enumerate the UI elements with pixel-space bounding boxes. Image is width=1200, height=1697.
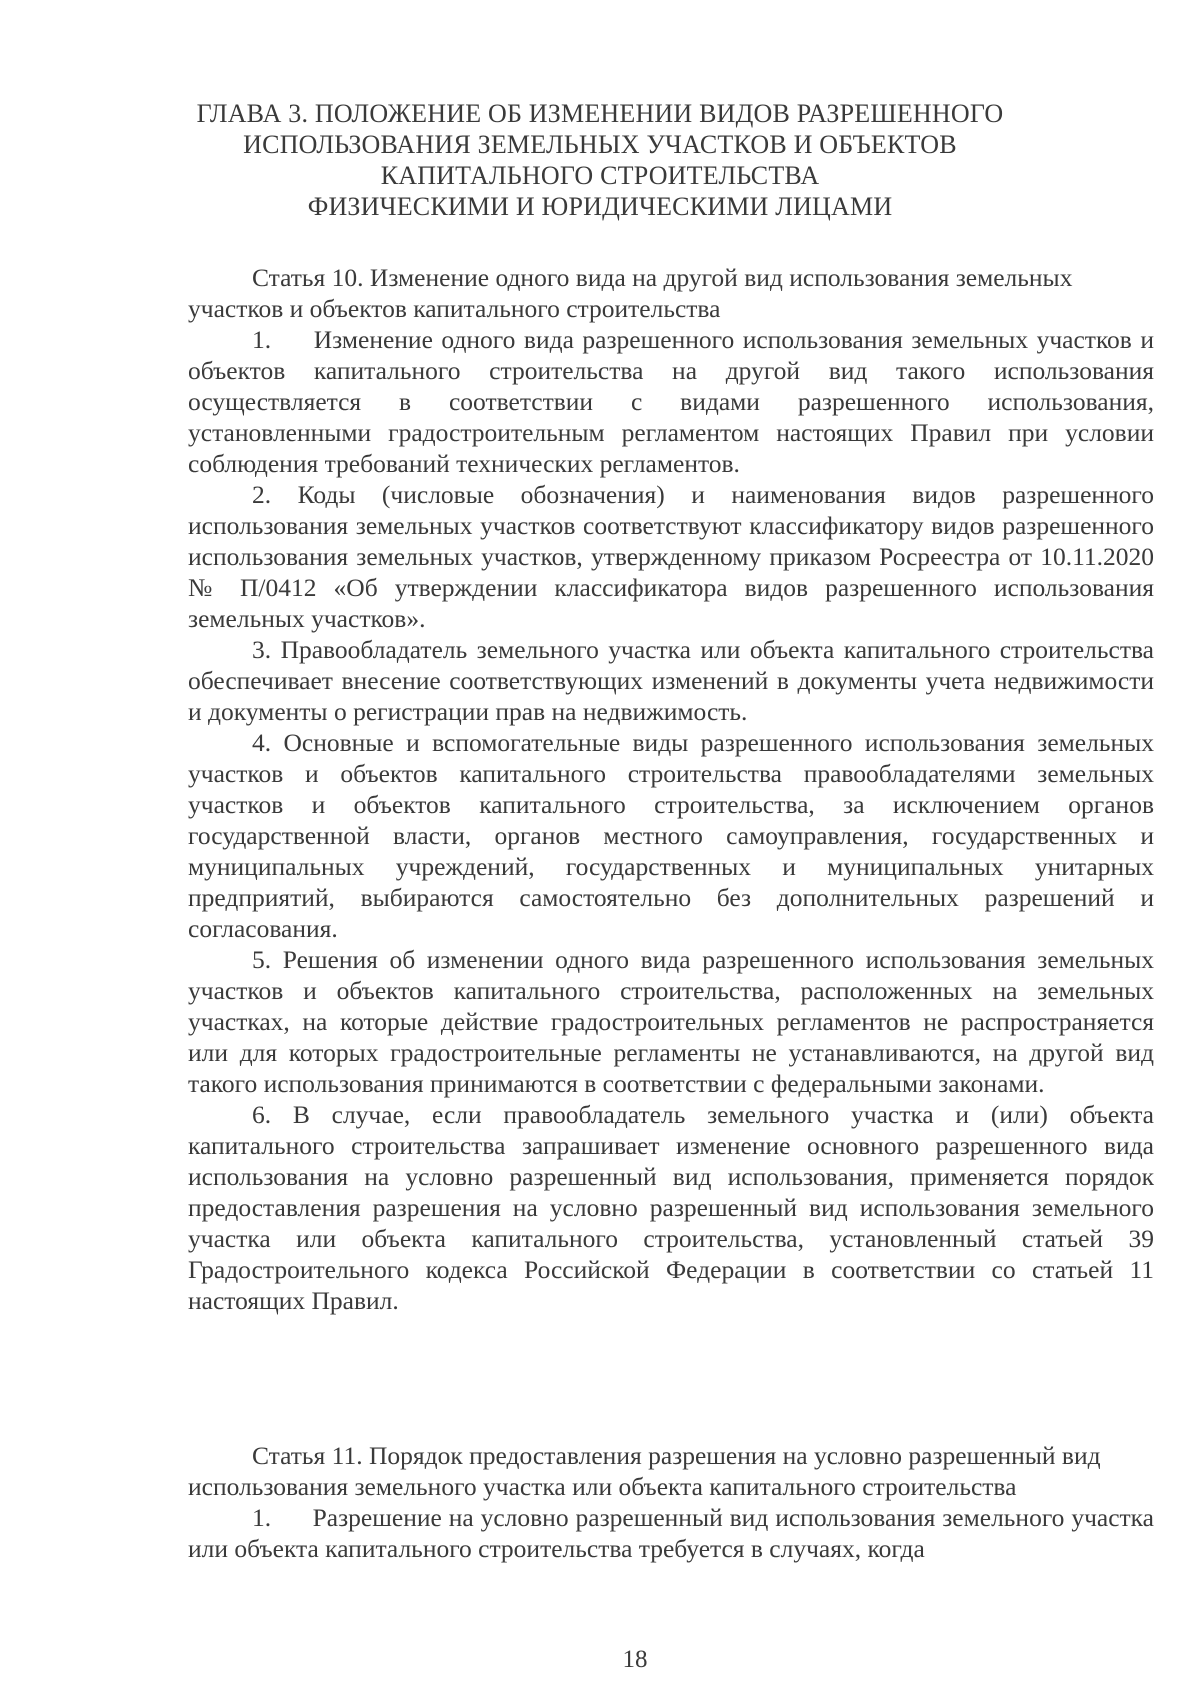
article-10-item-6: 6. В случае, если правообладатель земельного участка и (или) объекта капитального строительства запрашивает изменение основного разрешенного вида использования на условно разрешенный вид использования, применяется порядок предоставления разрешения на условно разрешенный вид использования земельного участка или объекта капитального строительства, установленный статьей 39 Градостроительного кодекса Российской Федерации в соответствии со статьей 11 настоящих Правил. [188, 1100, 1154, 1315]
article-10-item-4: 4. Основные и вспомогательные виды разрешенного использования земельных участков и объектов капитального строительства правообладателями земельных участков и объектов капитального строительства, за исключением органов государственной власти, органов местного самоуправления, государственных и муниципальных учреждений, государственных и муниципальных унитарных предприятий, выбираются самостоятельно без дополнительных разрешений и согласования. [188, 728, 1154, 943]
article-10 [188, 262, 1154, 1316]
chapter-title-line: ФИЗИЧЕСКИМИ И ЮРИДИЧЕСКИМИ ЛИЦАМИ [307, 192, 893, 221]
chapter-title-line: ГЛАВА 3. ПОЛОЖЕНИЕ ОБ ИЗМЕНЕНИИ ВИДОВ РАЗРЕШЕННОГО [196, 99, 1004, 128]
article-10-item-5: 5. Решения об изменении одного вида разрешенного использования земельных участков и объектов капитального строительства, расположенных на земельных участках, на которые действие градостроительных регламентов не распространяется или для которых градостроительные регламенты не устанавливаются, на другой вид такого использования принимаются в соответствии с федеральными законами. [188, 945, 1154, 1098]
chapter-title [160, 98, 1040, 222]
article-11 [188, 1440, 1154, 1564]
chapter-title-line: КАПИТАЛЬНОГО СТРОИТЕЛЬСТВА [380, 161, 820, 190]
article-11-item-1: 1. Разрешение на условно разрешенный вид использования земельного участка или объекта капитального строительства требуется в случаях, когда [188, 1503, 1154, 1563]
article-10-item-2: 2. Коды (числовые обозначения) и наименования видов разрешенного использования земельных участков соответствуют классификатору видов разрешенного использования земельных участков, утвержденному приказом Росреестра от 10.11.2020 № П/0412 «Об утверждении классификатора видов разрешенного использования земельных участков». [188, 480, 1154, 633]
chapter-title-line: ИСПОЛЬЗОВАНИЯ ЗЕМЕЛЬНЫХ УЧАСТКОВ И ОБЪЕКТОВ [243, 130, 957, 159]
article-10-heading: Статья 10. Изменение одного вида на другой вид использования земельных участков и объектов капитального строительства [188, 263, 1073, 323]
page-number: 18 [622, 1646, 648, 1673]
article-10-item-3: 3. Правообладатель земельного участка или объекта капитального строительства обеспечивает внесение соответствующих изменений в документы учета недвижимости и документы о регистрации прав на недвижимость. [188, 635, 1154, 726]
article-11-heading: Статья 11. Порядок предоставления разрешения на условно разрешенный вид использования земельного участка или объекта капитального строительства [188, 1441, 1101, 1501]
article-10-item-1: 1. Изменение одного вида разрешенного использования земельных участков и объектов капитального строительства на другой вид такого использования осуществляется в соответствии с видами разрешенного использования, установленными градостроительным регламентом настоящих Правил при условии соблюдения требований технических регламентов. [188, 325, 1154, 478]
